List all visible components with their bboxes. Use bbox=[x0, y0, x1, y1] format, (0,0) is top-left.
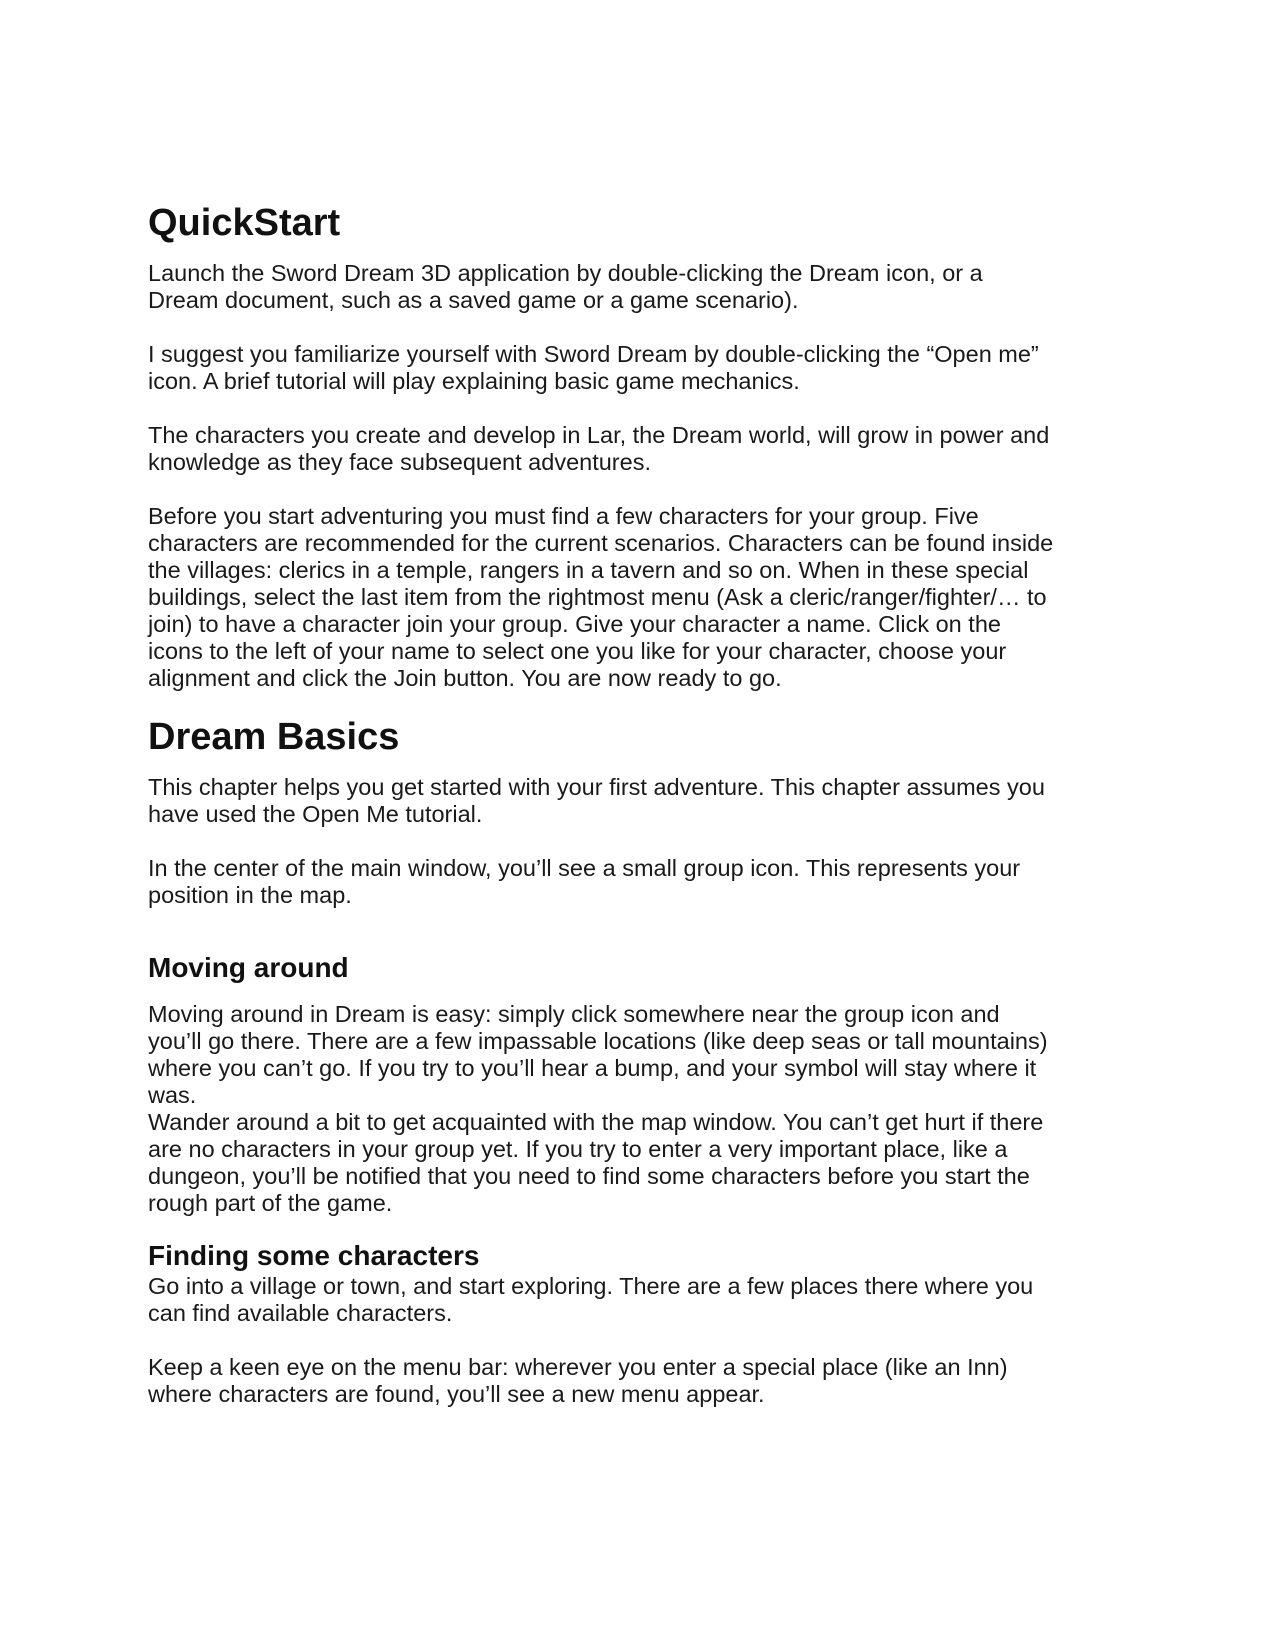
quickstart-paragraph-2: I suggest you familiarize yourself with Sword Dream by double-clicking the “Open me” icon. A brief tutorial will play explaining basic game mechanics. bbox=[148, 341, 1039, 394]
document-page bbox=[148, 200, 1138, 1408]
moving-around-paragraph-1: Moving around in Dream is easy: simply click somewhere near the group icon and you’ll go there. There are a few impassable locations (like deep seas or tall mountains) where you can’t go. If you try to you’ll hear a bump, and your symbol will stay where it was. bbox=[148, 1001, 1048, 1108]
quickstart-paragraph-1: Launch the Sword Dream 3D application by double-clicking the Dream icon, or a Dream document, such as a saved game or a game scenario). bbox=[148, 260, 983, 313]
quickstart-paragraph-3: The characters you create and develop in Lar, the Dream world, will grow in power and knowledge as they face subsequent adventures. bbox=[148, 422, 1050, 475]
moving-around-paragraph-2: Wander around a bit to get acquainted with the map window. You can’t get hurt if there are no characters in your group yet. If you try to enter a very important place, like a dungeon, you’ll be notified that you need to find some characters before you start the rough part of the game. bbox=[148, 1109, 1044, 1216]
finding-characters-paragraph-2: Keep a keen eye on the menu bar: wherever you enter a special place (like an Inn) where characters are found, you’ll see a new menu appear. bbox=[148, 1354, 1008, 1407]
dream-basics-paragraph-2: In the center of the main window, you’ll see a small group icon. This represents your position in the map. bbox=[148, 855, 1021, 908]
finding-characters-heading: Finding some characters bbox=[148, 1240, 480, 1271]
quickstart-heading: QuickStart bbox=[148, 202, 341, 244]
finding-characters-paragraph-1: Go into a village or town, and start exploring. There are a few places there where you can find available characters. bbox=[148, 1273, 1034, 1326]
dream-basics-paragraph-1: This chapter helps you get started with your first adventure. This chapter assumes you have used the Open Me tutorial. bbox=[148, 774, 1045, 827]
dream-basics-heading: Dream Basics bbox=[148, 716, 400, 758]
moving-around-heading: Moving around bbox=[148, 952, 349, 983]
quickstart-paragraph-4: Before you start adventuring you must find a few characters for your group. Five characters are recommended for the current scenarios. Characters can be found inside the villages: clerics in a temple, rangers in a tavern and so on. When in these special buildings, select the last item from the rightmost menu (Ask a cleric/ranger/fighter/… to join) to have a character join your group. Give your character a name. Click on the icons to the left of your name to select one you like for your character, choose your alignment and click the Join button. You are now ready to go. bbox=[148, 503, 1054, 691]
